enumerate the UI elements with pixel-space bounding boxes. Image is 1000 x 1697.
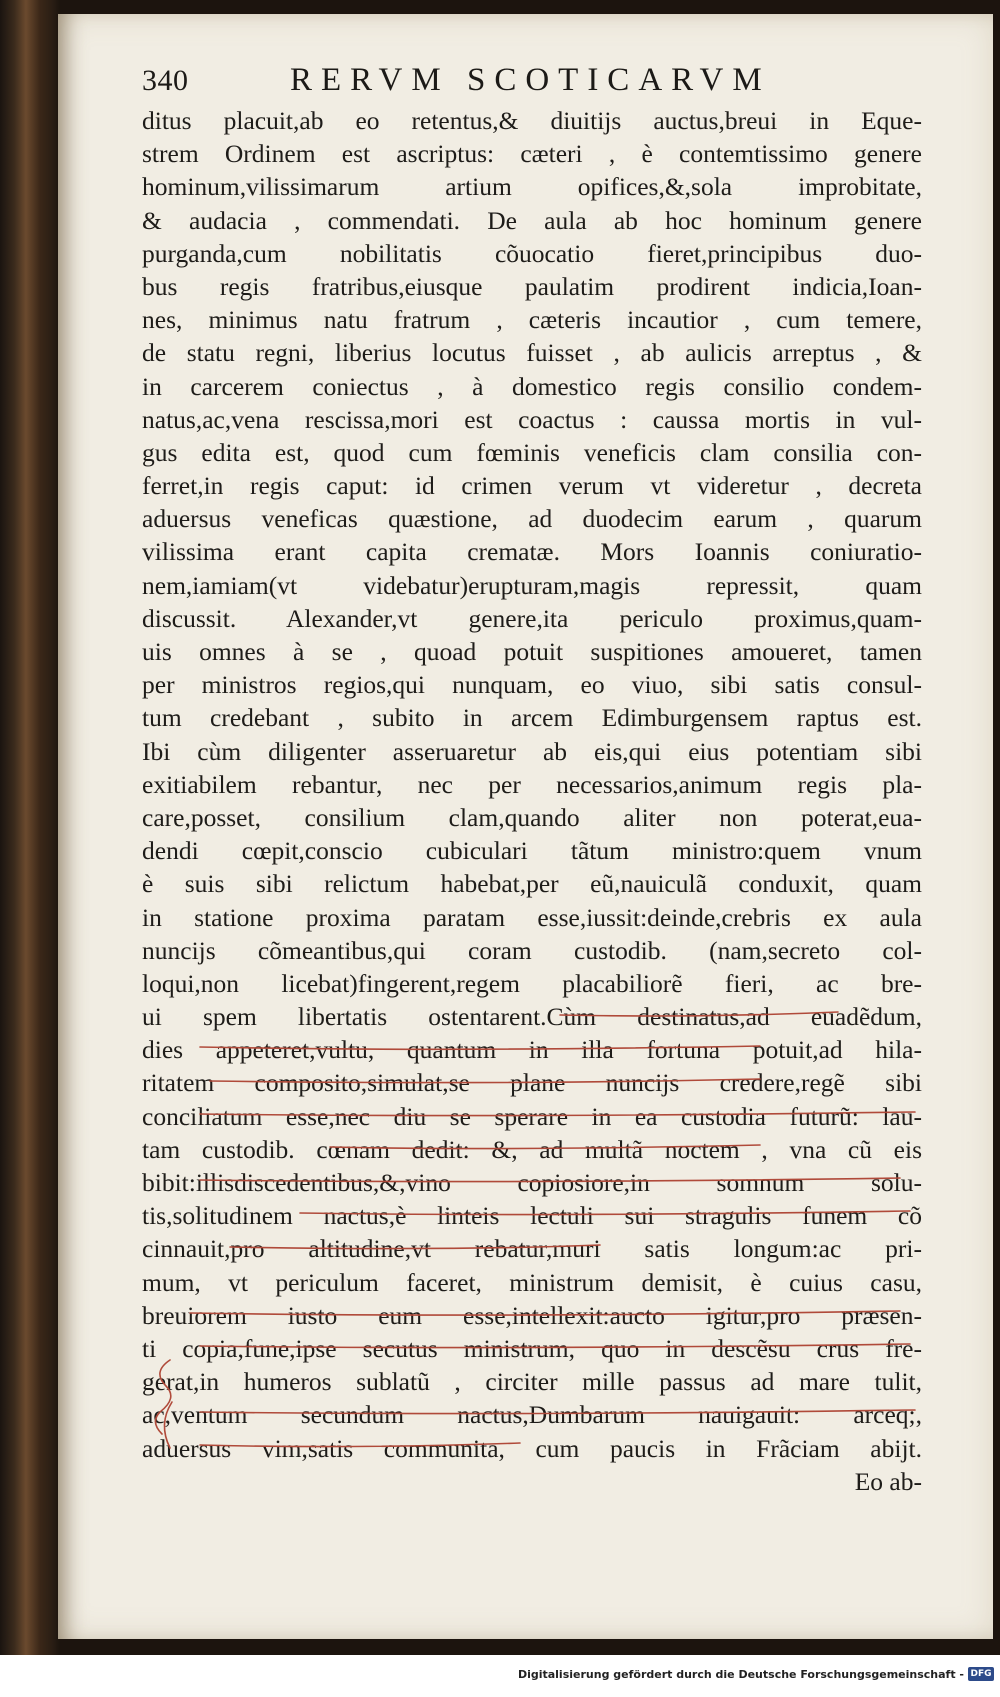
text-line: ac,ventum secundum nactus,Dumbarum nauigauit: arceq;, xyxy=(142,1400,922,1430)
text-line: cinnauit,pro altitudine,vt rebatur,muri satis longum:ac pri- xyxy=(142,1234,922,1264)
footer xyxy=(0,1655,1000,1697)
text-line: discussit. Alexander,vt genere,ita periculo proximus,quam- xyxy=(142,603,922,633)
text-line: nuncijs cõmeantibus,qui coram custodib. (nam,secreto col- xyxy=(142,935,922,965)
text-line: uis omnes à se , quoad potuit suspitiones amoueret, tamen xyxy=(142,637,922,666)
text-line: è suis sibi relictum habebat,per eũ,nauiculã conduxit, quam xyxy=(142,869,922,899)
text-line: purganda,cum nobilitatis cõuocatio fieret,principibus duo- xyxy=(142,238,922,268)
body-text xyxy=(142,104,922,1494)
text-line: strem Ordinem est ascriptus: cæteri , è contemtissimo genere xyxy=(142,139,922,169)
text-line: tam custodib. cœnam dedit: &, ad multã noctem , vna cũ eis xyxy=(142,1134,922,1164)
page-number: 340 xyxy=(142,64,189,97)
text-line: exitiabilem rebantur, nec per necessarios,animum regis pla- xyxy=(142,769,922,799)
text-line: & audacia , commendati. De aula ab hoc hominum genere xyxy=(142,205,922,235)
text-line: tum credebant , subito in arcem Edimburgensem raptus est. xyxy=(142,703,922,733)
text-line: ritatem composito,simulat,se plane nuncijs credere,regẽ sibi xyxy=(142,1068,922,1098)
text-line: hominum,vilissimarum artium opifices,&,sola improbitate, xyxy=(142,172,922,202)
text-line: mum, vt periculum faceret, ministrum demisit, è cuius casu, xyxy=(142,1267,922,1297)
text-line: vilissima erant capita crematæ. Mors Ioannis coniuratio- xyxy=(142,537,922,567)
text-line: Ibi cùm diligenter asseruaretur ab eis,qui eius potentiam sibi xyxy=(142,736,922,766)
text-line: bus regis fratribus,eiusque paulatim prodirent indicia,Ioan- xyxy=(142,271,922,301)
footer-credit: Digitalisierung gefördert durch die Deutsche Forschungsgemeinschaft - xyxy=(517,1668,964,1681)
text-line: gus edita est, quod cum fœminis veneficis clam consilia con- xyxy=(142,437,922,467)
text-line: ditus placuit,ab eo retentus,& diuitijs auctus,breui in Eque- xyxy=(142,106,922,135)
text-line: nes, minimus natu fratrum , cæteris incautior , cum temere, xyxy=(142,305,922,335)
text-line: conciliatum esse,nec diu se sperare in ea custodia futurũ: lau- xyxy=(142,1101,922,1131)
text-line: per ministros regios,qui nunquam, eo viuo, sibi satis consul- xyxy=(142,670,922,700)
text-line: care,posset, consilium clam,quando aliter non poterat,eua- xyxy=(142,802,922,832)
text-line: ui spem libertatis ostentarent.Cùm destinatus,ad euadẽdum, xyxy=(142,1002,922,1032)
text-line: in carcerem coniectus , à domestico regis consilio condem- xyxy=(142,371,922,401)
text-line: gerat,in humeros sublatũ , circiter mille passus ad mare tulit, xyxy=(142,1367,922,1397)
text-line: tis,solitudinem nactus,è linteis lectuli sui stragulis funem cõ xyxy=(142,1201,922,1231)
text-line: nem,iamiam(vt videbatur)erupturam,magis repressit, quam xyxy=(142,570,922,600)
text-line: in statione proxima paratam esse,iussit:deinde,crebris ex aula xyxy=(142,902,922,932)
text-line: aduersus vim,satis communita, cum paucis in Frãciam abijt. xyxy=(142,1433,922,1463)
text-line: ti copia,fune,ipse secutus ministrum, quo in descẽsu crus fre- xyxy=(142,1333,922,1363)
dfg-logo-icon: DFG xyxy=(968,1667,994,1681)
text-line: natus,ac,vena rescissa,mori est coactus : caussa mortis in vul- xyxy=(142,404,922,434)
text-line: Eo ab- xyxy=(854,1466,922,1496)
text-line: de statu regni, liberius locutus fuisset , ab aulicis arreptus , & xyxy=(142,338,922,368)
text-line: dies appeteret,vultu, quantum in illa fortuna potuit,ad hila- xyxy=(142,1035,922,1065)
text-line: dendi cœpit,conscio cubiculari tãtum ministro:quem vnum xyxy=(142,836,922,866)
text-line: aduersus veneficas quæstione, ad duodecim earum , quarum xyxy=(142,504,922,534)
text-line: breuiorem iusto eum esse,intellexit:aucto igitur,pro præsen- xyxy=(142,1300,922,1330)
text-line: ferret,in regis caput: id crimen verum vt videretur , decreta xyxy=(142,471,922,501)
running-head: RERVM SCOTICARVM xyxy=(290,62,771,98)
text-line: loqui,non licebat)fingerent,regem placabiliorẽ fieri, ac bre- xyxy=(142,968,922,998)
text-line: bibit:illisdiscedentibus,&,vino copiosiore,in somnum solu- xyxy=(142,1168,922,1197)
